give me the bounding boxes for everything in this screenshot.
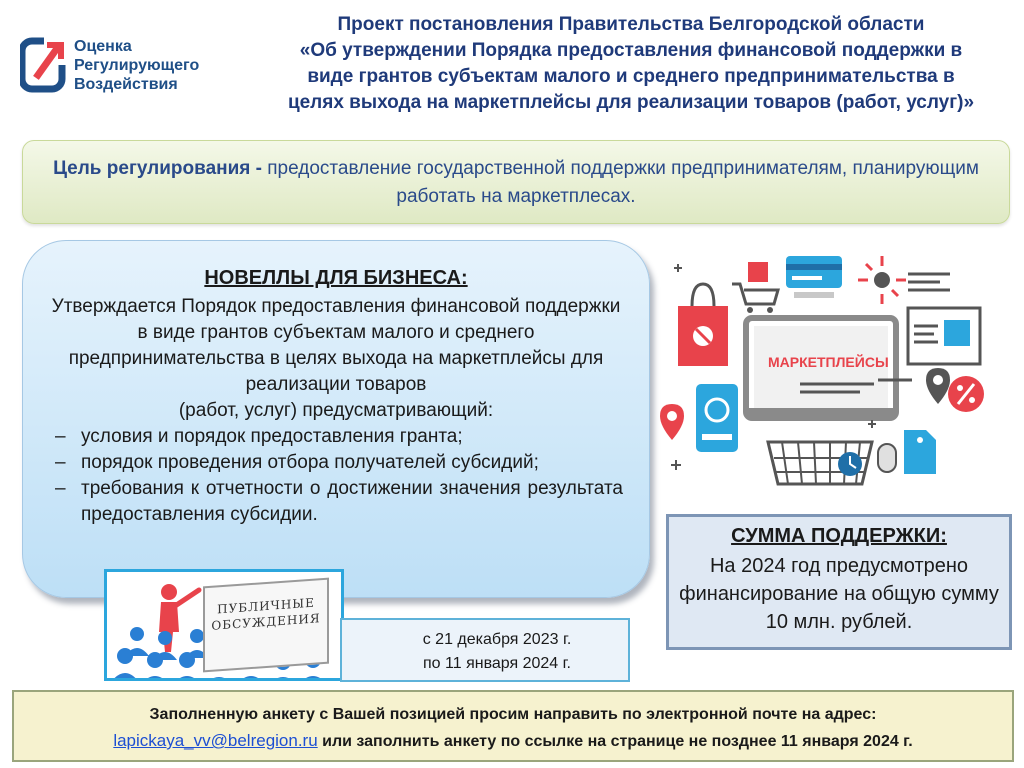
whiteboard (203, 578, 329, 673)
logo-text (74, 37, 199, 94)
logo-line-1: Оценка (74, 37, 132, 55)
support-amount-box (666, 514, 1012, 650)
business-novelties-box (22, 240, 650, 598)
support-amount-text: На 2024 год предусмотрено финансирование на общую сумму 10 млн. рублей. (679, 555, 999, 633)
title-line-4: целях выхода на маркетплейсы для реализации товаров (работ, услуг)» (287, 92, 975, 113)
goal-text: предоставление государственной поддержки предпринимателям, планирующим работать на маркетплесах. (261, 158, 979, 207)
footer-line-1: Заполненную анкету с Вашей позицией просим направить по электронной почте на адрес: (149, 706, 877, 723)
list-item: – условия и порядок предоставления гранта; (49, 424, 623, 450)
date-from: с 21 декабря 2023 г. (422, 631, 572, 648)
marketplace-icons (650, 244, 1020, 514)
whiteboard-text (205, 594, 327, 635)
date-to: по 11 января 2024 г. (423, 655, 571, 672)
novelties-intro: Утверждается Порядок предоставления финансовой поддержки в виде грантов субъектам малого и среднего предпринимательства в целях выхода на маркетплейсы для реализации товаров (51, 296, 621, 395)
logo-line-3: Воздействия (74, 75, 178, 93)
ovr-logo-icon (20, 35, 66, 95)
novelties-intro-2: (работ, услуг) предусматривающий: (178, 400, 494, 421)
footer-line-2 (14, 728, 1012, 755)
support-amount-heading: СУММА ПОДДЕРЖКИ: (731, 525, 947, 547)
board-line-2: ОБСУЖДЕНИЯ (211, 611, 321, 633)
novelties-list (49, 424, 623, 528)
list-item: – требования к отчетности о достижении значения результата предоставления субсидии. (49, 476, 623, 528)
public-discussion-image (104, 569, 344, 681)
feedback-footer (12, 690, 1014, 762)
title-line-2: «Об утверждении Порядка предоставления финансовой поддержки в (299, 40, 963, 61)
logo-line-2: Регулирующего (74, 56, 200, 74)
discussion-dates-box (340, 618, 630, 682)
marketplaces-illustration (650, 244, 1020, 514)
goal-label: Цель регулирования - (53, 158, 262, 179)
board-line-1: ПУБЛИЧНЫЕ (217, 595, 315, 617)
marketplaces-screen-label: МАРКЕТПЛЕЙСЫ (768, 354, 889, 370)
list-item: – порядок проведения отбора получателей субсидий; (49, 450, 623, 476)
title-line-1: Проект постановления Правительства Белгородской области (337, 14, 925, 35)
title-line-3: виде грантов субъектам малого и среднего предпринимательства в (307, 66, 955, 87)
footer-line-2-text: или заполнить анкету по ссылке на странице не позднее 11 января 2024 г. (317, 733, 913, 750)
email-link[interactable]: lapickaya_vv@belregion.ru (113, 731, 318, 750)
regulation-goal-box (22, 140, 1010, 224)
document-title (246, 12, 1016, 116)
ovr-logo (20, 30, 240, 100)
novelties-heading: НОВЕЛЛЫ ДЛЯ БИЗНЕСА: (204, 267, 468, 289)
